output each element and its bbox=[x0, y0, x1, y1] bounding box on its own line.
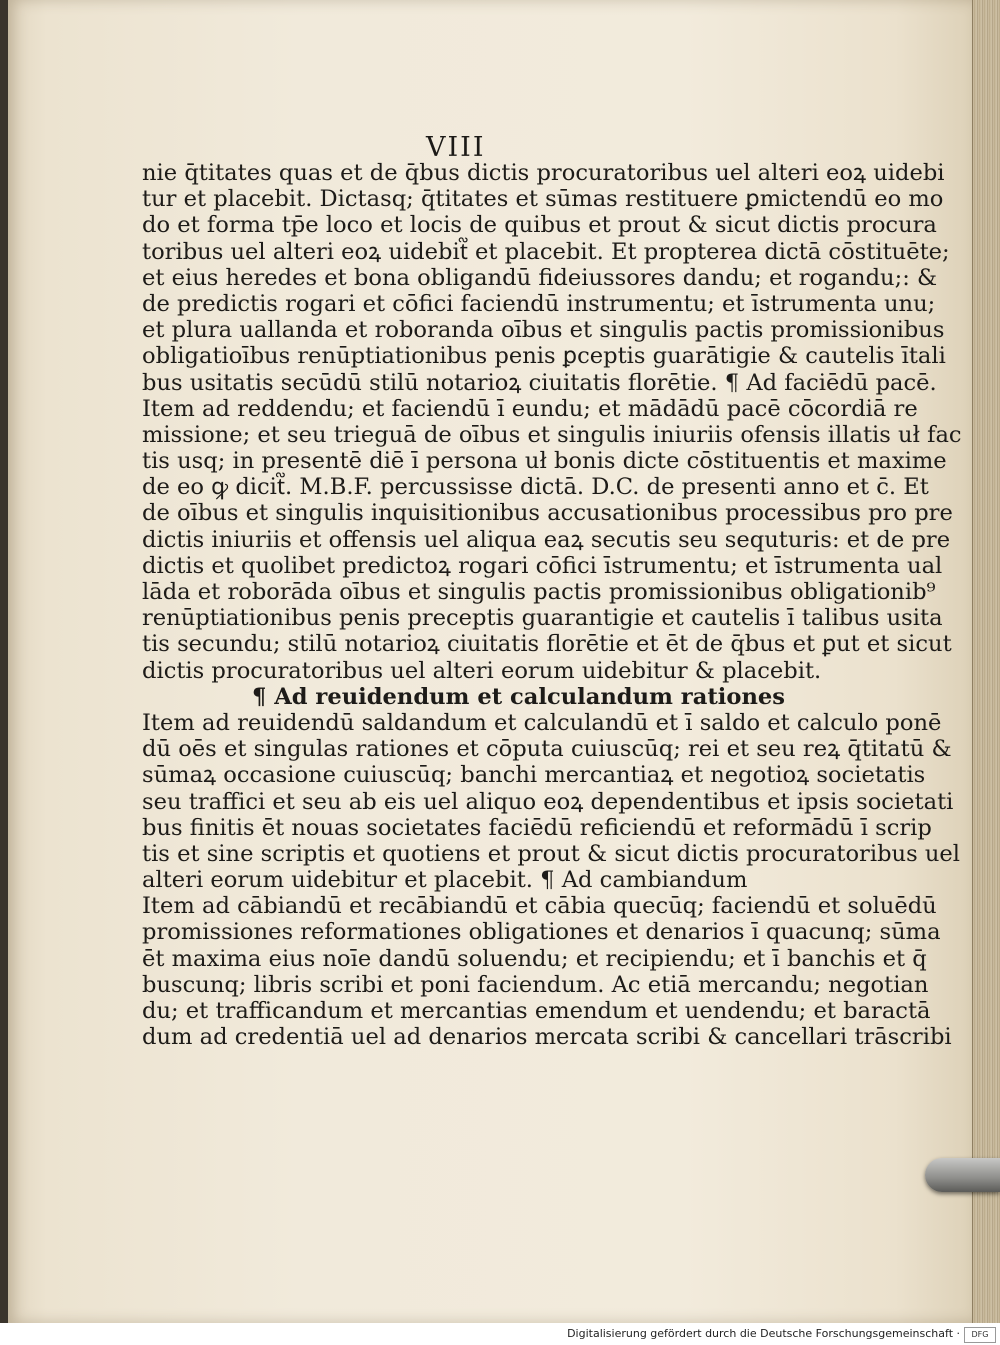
text-line-23: dū oēs et singulas rationes et cōputa cuiuscūq; rei et seu reꝝ q̄titatū & bbox=[142, 736, 952, 763]
text-line-3: do et forma tp̄e loco et locis de quibus et prout & sicut dictis procura bbox=[142, 212, 937, 239]
text-line-29: Item ad cābiandū et recābiandū et cābia quecūq; faciendū et soluēdū bbox=[142, 893, 937, 920]
folio-number: VIII bbox=[426, 132, 486, 163]
text-line-19: tis secundu; stilū notarioꝝ ciuitatis florētie et ēt de q̄bus et ꝑut et sicut bbox=[142, 631, 952, 658]
book-fore-edge bbox=[972, 0, 1000, 1323]
text-line-27: tis et sine scriptis et quotiens et prout & sicut dictis procuratoribus uel bbox=[142, 840, 961, 867]
text-line-12: tis usq; in presentē diē ī persona uł bonis dicte cōstituentis et maxime bbox=[142, 448, 947, 475]
text-line-14: de oībus et singulis inquisitionibus accusationibus processibus pro pre bbox=[142, 500, 953, 527]
text-line-17: lāda et roborāda oībus et singulis pactis promissionibus obligationib⁹ bbox=[142, 579, 936, 605]
text-line-13: de eo ꝙ dicit᷑. M.B.F. percussisse dictā. D.C. de presenti anno et c̄. Et bbox=[142, 474, 929, 501]
text-line-7: et plura uallanda et roboranda oībus et singulis pactis promissionibus bbox=[142, 317, 945, 344]
funding-notice: Digitalisierung gefördert durch die Deutsche Forschungsgemeinschaft · bbox=[567, 1327, 960, 1340]
text-block bbox=[142, 160, 962, 1051]
text-line-34: dum ad credentiā uel ad denarios mercata scribi & cancellari trāscribi bbox=[142, 1024, 952, 1051]
text-line-18: renūptiationibus penis preceptis guarantigie et cautelis ī talibus usita bbox=[142, 605, 943, 632]
text-line-5: et eius heredes et bona obligandū fideiussores dandu; et rogandu;: & bbox=[142, 264, 938, 291]
digitization-footer bbox=[0, 1323, 1000, 1345]
text-line-11: missione; et seu trieguā de oībus et singulis iniuriis ofensis illatis uł fac bbox=[142, 421, 962, 448]
text-line-16: dictis et quolibet predictoꝝ rogari cōfici īstrumentu; et īstrumenta ual bbox=[142, 552, 943, 579]
text-line-25: seu traffici et seu ab eis uel aliquo eoꝝ dependentibus et ipsis societati bbox=[142, 788, 954, 815]
text-line-30: promissiones reformationes obligationes et denarios ī quacunq; sūma bbox=[142, 919, 941, 946]
text-line-32: buscunq; libris scribi et poni faciendum. Ac etiā mercandu; negotian bbox=[142, 971, 929, 998]
dfg-logo-icon: DFG bbox=[964, 1327, 996, 1343]
text-line-8: obligatioībus renūptiationibus penis ꝑceptis guarātigie & cautelis ītali bbox=[142, 343, 946, 370]
book-page bbox=[8, 0, 973, 1323]
text-line-33: du; et trafficandum et mercantias emendum et uendendu; et baractā bbox=[142, 998, 931, 1024]
text-line-15: dictis iniuriis et offensis uel aliqua eaꝝ secutis seu sequturis: et de pre bbox=[142, 526, 951, 553]
text-line-6: de predictis rogari et cōfici faciendū instrumentu; et īstrumenta unu; bbox=[142, 290, 936, 317]
text-line-20: dictis procuratoribus uel alteri eorum uidebitur & placebit. bbox=[142, 657, 822, 684]
text-line-24: sūmaꝝ occasione cuiuscūq; banchi mercantiaꝝ et negotioꝝ societatis bbox=[142, 762, 926, 789]
text-line-10: Item ad reddendu; et faciendū ī eundu; et mādādū pacē cōcordiā re bbox=[142, 395, 918, 422]
text-line-31: ēt maxima eius noīe dandū soluendu; et recipiendu; et ī banchis et q̄ bbox=[142, 945, 927, 972]
text-line-4: toribus uel alteri eoꝝ uidebit᷑ et placebit. Et propterea dictā cōstituēte; bbox=[142, 238, 950, 265]
text-line-1: nie q̄titates quas et de q̄bus dictis procuratoribus uel alteri eoꝝ uidebi bbox=[142, 160, 945, 186]
text-line-9: bus usitatis secūdū stilū notarioꝝ ciuitatis florētie. ¶ Ad faciēdū pacē. bbox=[142, 369, 937, 396]
text-line-2: tur et placebit. Dictasq; q̄titates et sūmas restituere ꝑmictendū eo mo bbox=[142, 186, 944, 213]
section-heading-rationes: ¶ Ad reuidendum et calculandum rationes bbox=[252, 683, 785, 710]
text-line-26: bus finitis ēt nouas societates faciēdū reficiendū et reformādū ī scrip bbox=[142, 814, 932, 841]
text-line-28: alteri eorum uidebitur et placebit. ¶ Ad cambiandum bbox=[142, 867, 748, 894]
page-clip bbox=[925, 1158, 1000, 1192]
text-line-22: Item ad reuidendū saldandum et calculandū et ī saldo et calculo ponē bbox=[142, 709, 942, 736]
